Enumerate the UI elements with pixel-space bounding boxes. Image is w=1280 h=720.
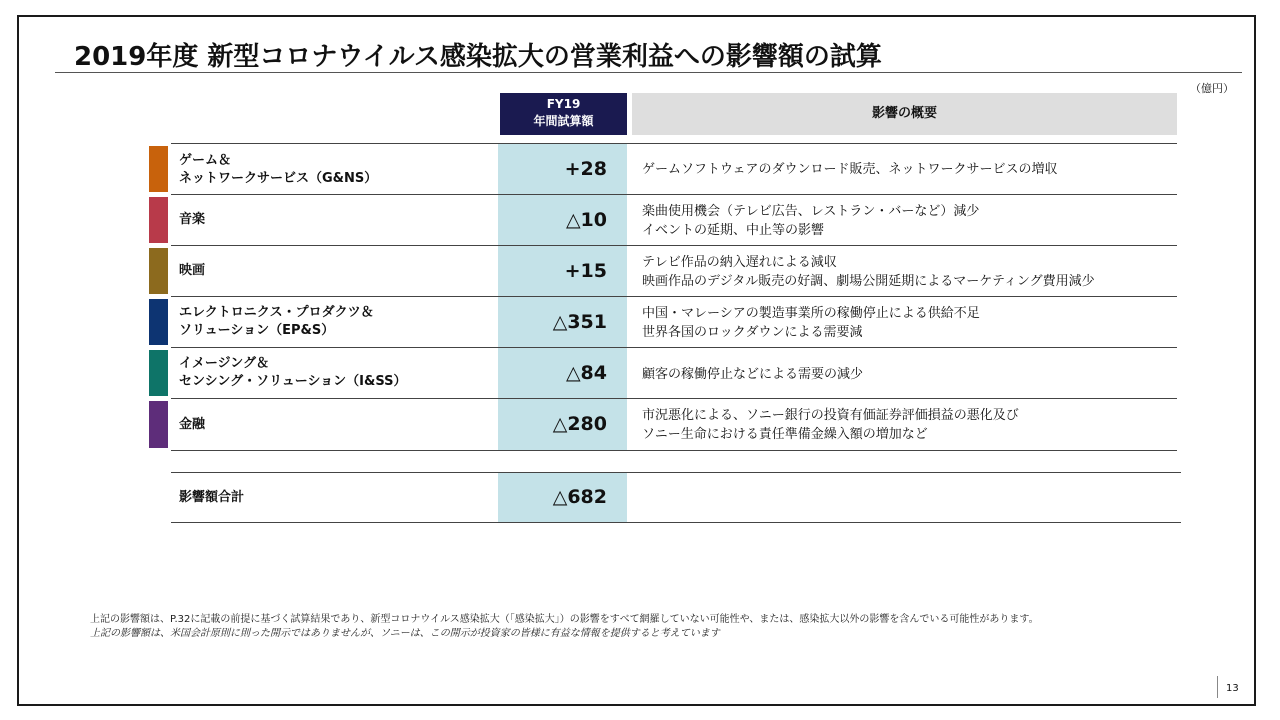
segment-name <box>179 211 205 229</box>
segment-value: △280 <box>552 413 607 435</box>
header-fy-line2: 年間試算額 <box>533 114 594 128</box>
total-value: △682 <box>552 486 607 508</box>
segment-name-line2: ソリューション（EP&S） <box>179 323 335 338</box>
segment-description <box>642 304 980 342</box>
segment-description <box>642 365 863 384</box>
segment-description <box>642 406 1019 444</box>
segment-desc-line1: 顧客の稼働停止などによる需要の減少 <box>642 367 864 382</box>
segment-name-line2: センシング・ソリューション（I&SS） <box>179 374 407 389</box>
segment-name-line2: ネットワークサービス（G&NS） <box>179 171 378 186</box>
row-divider <box>171 245 1177 246</box>
footnote-1: 上記の影響額は、P.32に記載の前提に基づく試算結果であり、新型コロナウイルス感染拡大（「感染拡大」）の影響をすべて網羅していない可能性や、または、感染拡大以外の影響を含んでいる可能性があります。 <box>90 614 1039 625</box>
segment-name-line1: エレクトロニクス・プロダクツ＆ <box>179 305 374 320</box>
row-divider <box>171 143 1177 144</box>
total-label: 影響額合計 <box>179 490 245 505</box>
header-impact-summary: 影響の概要 <box>632 93 1177 135</box>
segment-desc-line1: 楽曲使用機会（テレビ広告、レストラン・バーなど）減少 <box>642 204 980 219</box>
page-number-separator <box>1217 676 1218 698</box>
segment-desc-line2: イベントの延期、中止等の影響 <box>642 223 825 238</box>
segment-name <box>179 355 407 391</box>
header-fy-line1: FY19 <box>546 97 581 111</box>
segment-desc-line1: テレビ作品の納入遅れによる減収 <box>642 255 837 270</box>
segment-desc-line2: 映画作品のデジタル販売の好調、劇場公開延期によるマーケティング費用減少 <box>642 274 1095 289</box>
segment-description <box>642 253 1095 291</box>
segment-value: △84 <box>565 362 607 384</box>
segment-value: △351 <box>552 311 607 333</box>
segment-name-line1: ゲーム＆ <box>179 153 232 168</box>
segment-name-line1: 金融 <box>179 417 206 432</box>
footnote-2: 上記の影響額は、米国会計原則に則った開示ではありませんが、ソニーは、この開示が投資家の皆様に有益な情報を提供すると考えています <box>90 628 720 639</box>
header-fy19 <box>500 93 627 135</box>
segment-name <box>179 262 205 280</box>
segment-name-line1: 音楽 <box>179 212 206 227</box>
segment-value: +28 <box>564 158 607 180</box>
segment-desc-line2: ソニー生命における責任準備金繰入額の増加など <box>642 427 928 442</box>
segment-color-bar <box>149 299 168 345</box>
page-number: 13 <box>1226 683 1239 694</box>
row-divider <box>171 398 1177 399</box>
segment-name <box>179 304 374 340</box>
segment-desc-line2: 世界各国のロックダウンによる需要減 <box>642 325 863 340</box>
segment-desc-line1: 市況悪化による、ソニー銀行の投資有価証券評価損益の悪化及び <box>642 408 1019 423</box>
segment-color-bar <box>149 401 168 448</box>
unit-label: （億円） <box>1190 82 1234 95</box>
page-title: 2019年度 新型コロナウイルス感染拡大の営業利益への影響額の試算 <box>74 42 882 72</box>
total-bottom-rule <box>171 522 1181 523</box>
segment-desc-line1: ゲームソフトウェアのダウンロード販売、ネットワークサービスの増収 <box>642 162 1058 177</box>
total-top-rule <box>171 472 1181 473</box>
segment-name-line1: 映画 <box>179 263 206 278</box>
row-divider <box>171 347 1177 348</box>
band-gap <box>498 451 627 473</box>
segment-value: +15 <box>564 260 607 282</box>
row-divider <box>171 450 1177 451</box>
row-divider <box>171 194 1177 195</box>
title-underline <box>55 72 1242 73</box>
segment-color-bar <box>149 197 168 243</box>
segment-description <box>642 160 1057 179</box>
segment-name <box>179 152 377 188</box>
segment-color-bar <box>149 248 168 294</box>
segment-name <box>179 416 205 434</box>
segment-description <box>642 202 979 240</box>
segment-desc-line1: 中国・マレーシアの製造事業所の稼働停止による供給不足 <box>642 306 980 321</box>
segment-value: △10 <box>565 209 607 231</box>
segment-name-line1: イメージング＆ <box>179 356 270 371</box>
segment-color-bar <box>149 146 168 192</box>
segment-color-bar <box>149 350 168 396</box>
row-divider <box>171 296 1177 297</box>
